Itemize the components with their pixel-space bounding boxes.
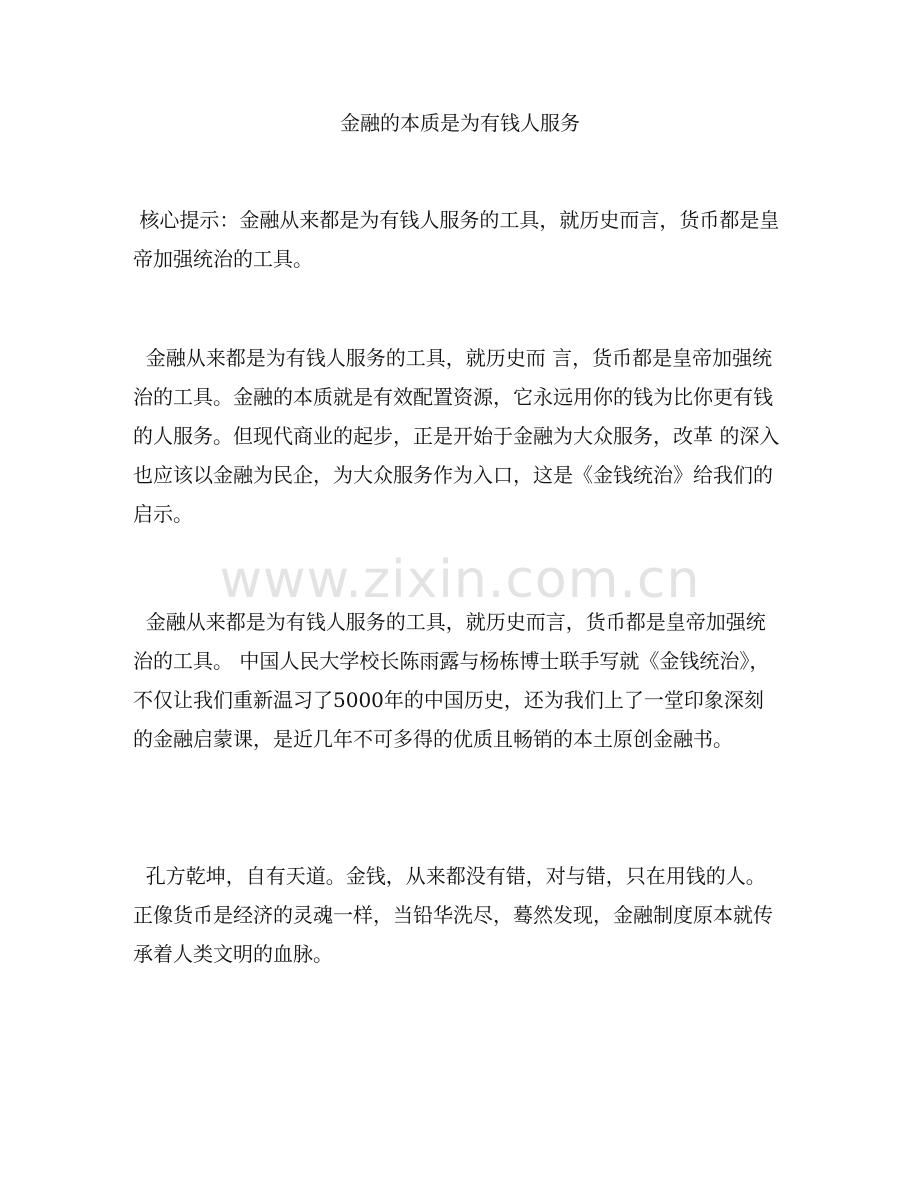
document-title: 金融的本质是为有钱人服务 — [340, 111, 580, 135]
body-paragraph-2: 金融从来都是为有钱人服务的工具，就历史而言，货币都是皇帝加强统治的工具。 中国人民大学校长陈雨露与杨栋博士联手写就《金钱统治》，不仅让我们重新温习了5000年的中国历史，还为我们上了一堂印象深刻的金融启蒙课，是近几年不可多得的优质且畅销的本土原创金融书。 — [133, 610, 770, 751]
summary-paragraph: 核心提示：金融从来都是为有钱人服务的工具，就历史而言，货币都是皇帝加强统治的工具。 — [133, 208, 780, 271]
body-paragraph-3: 孔方乾坤，自有天道。金钱，从来都没有错，对与错，只在用钱的人。正像货币是经济的灵魂一样，当铅华洗尽，蓦然发现，金融制度原本就传承着人类文明的血脉。 — [133, 864, 773, 966]
body-paragraph-1: 金融从来都是为有钱人服务的工具，就历史而 言，货币都是皇帝加强统治的工具。金融的本质就是有效配置资源，它永远用你的钱为比你更有钱的人服务。但现代商业的起步，正是开始于金融为大众服务，改革 的深入也应该以金融为民企，为大众服务作为入口，这是《金钱统治》给我们的启示。 — [133, 346, 780, 526]
watermark-text: www.zixin.com.cn — [219, 550, 701, 610]
